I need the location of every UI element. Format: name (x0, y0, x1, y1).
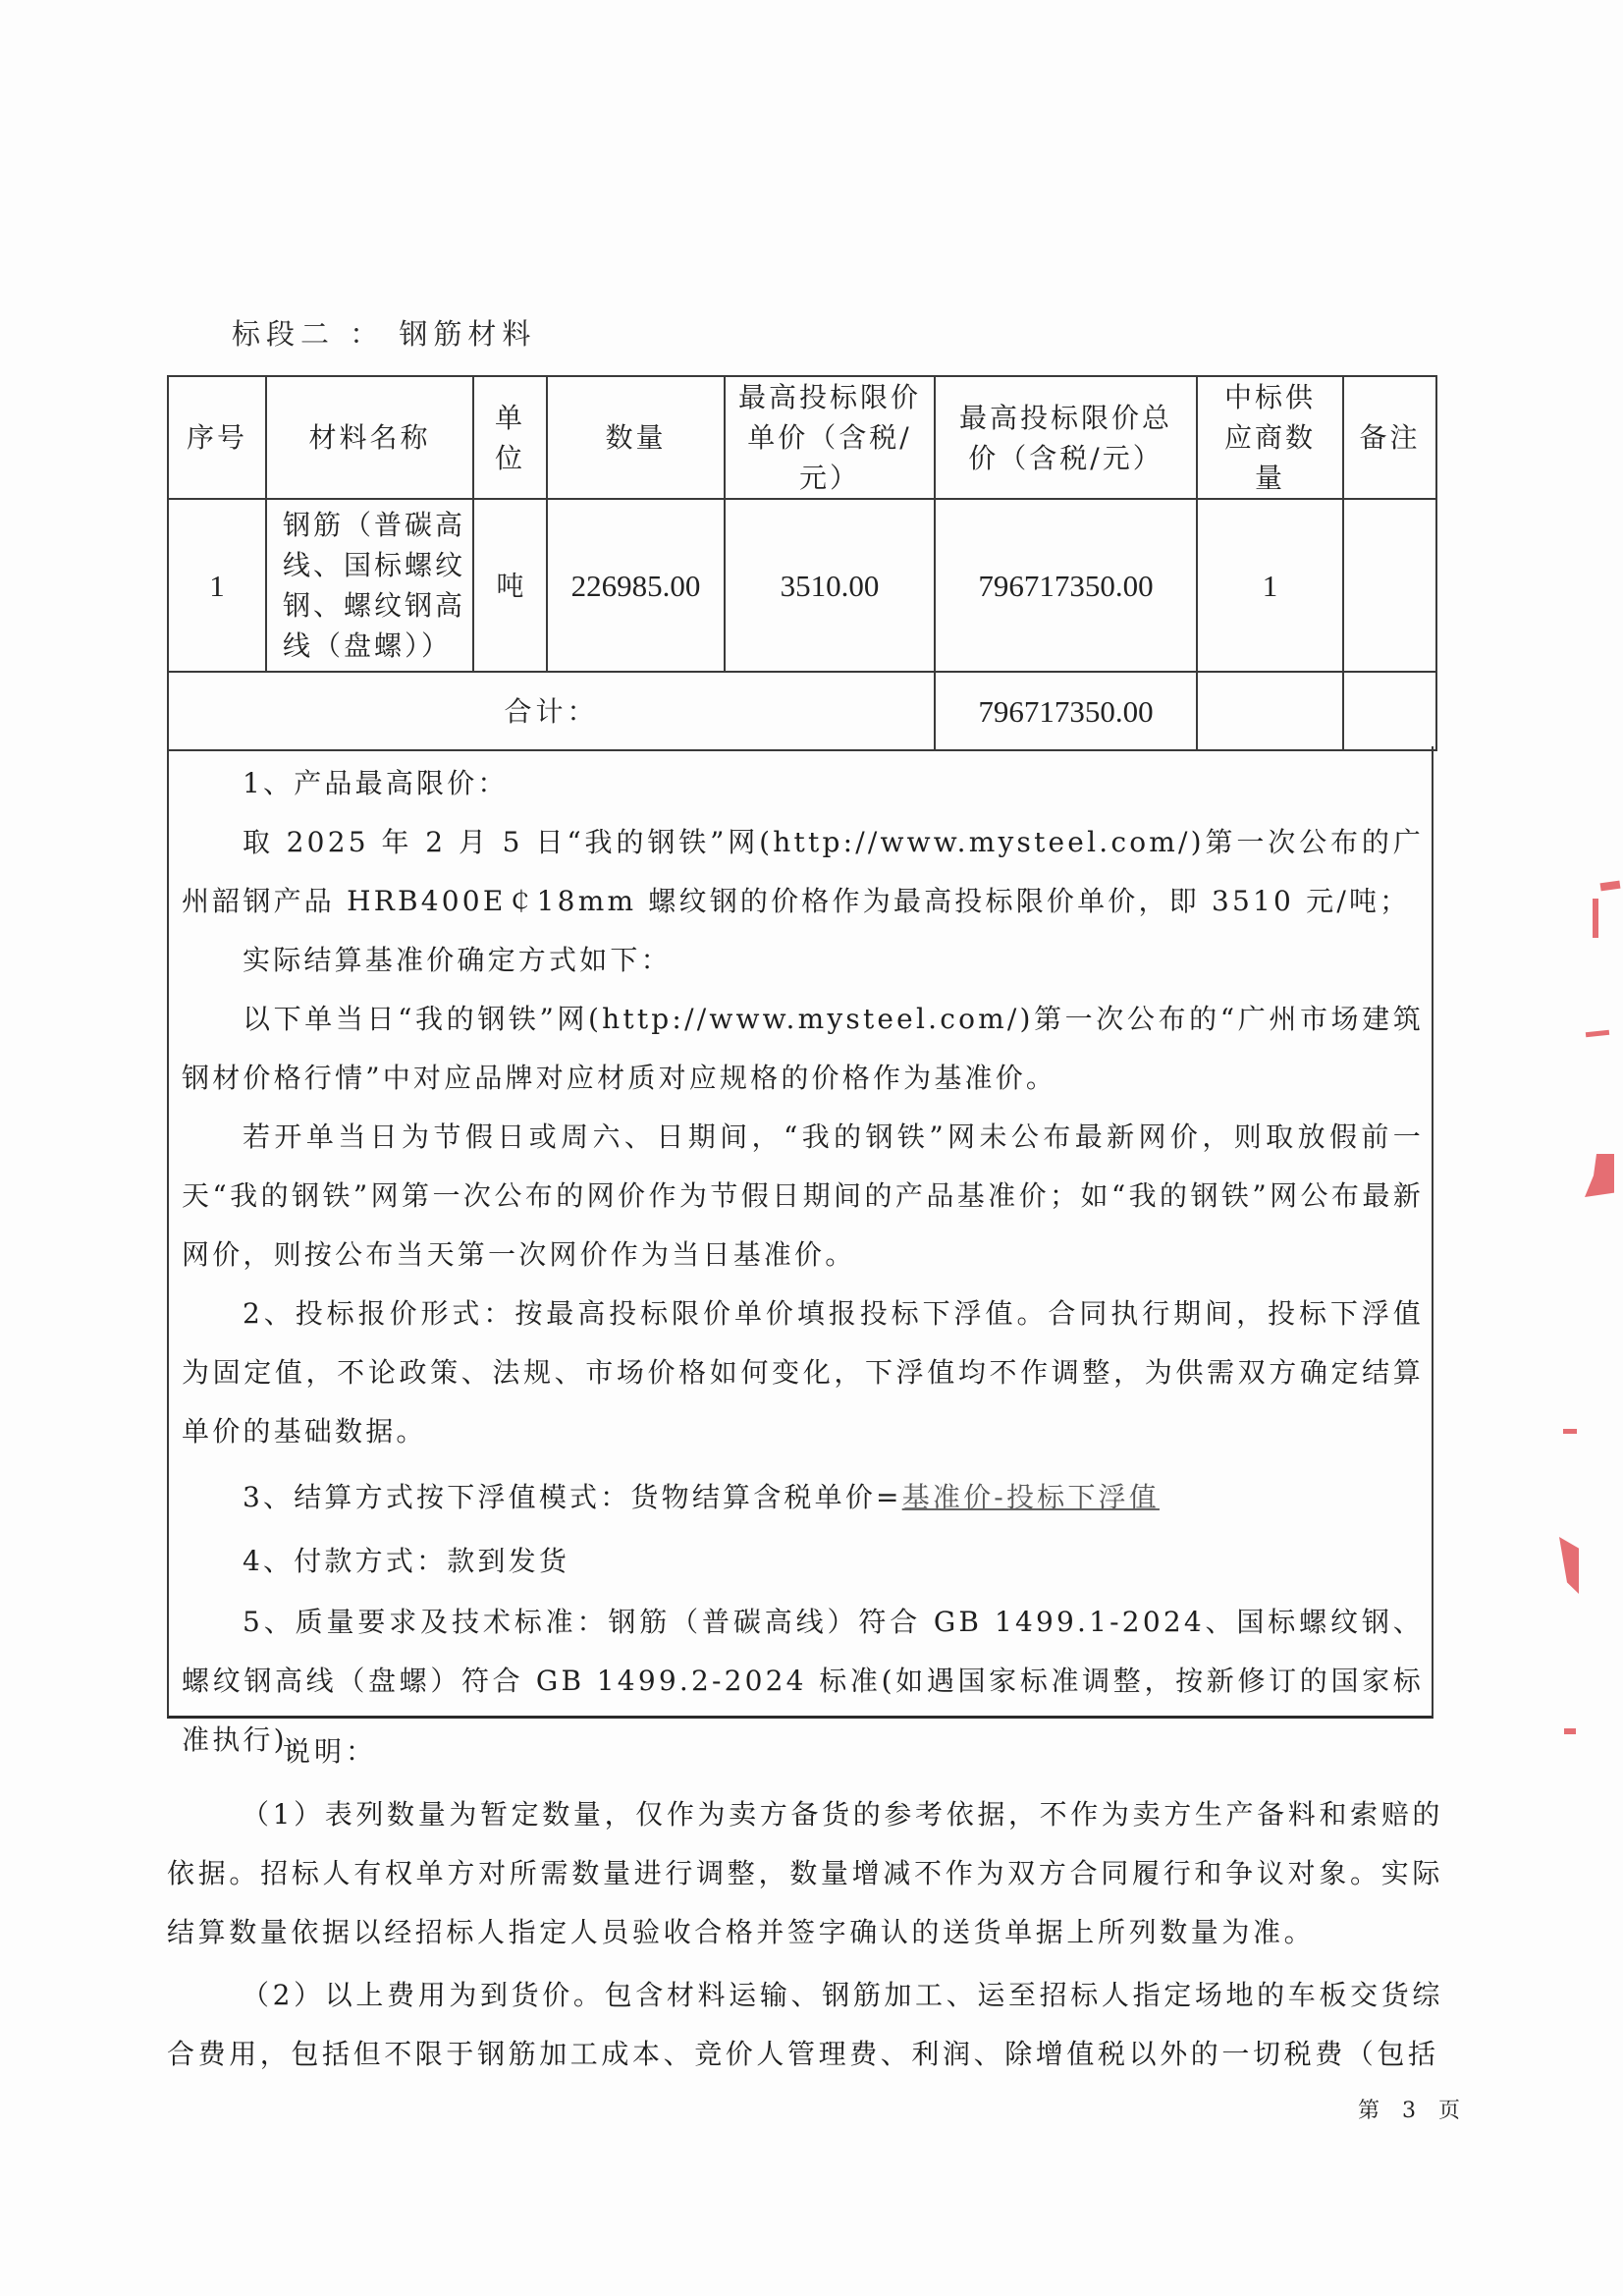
cell-quantity: 226985.00 (547, 499, 725, 672)
header-total-price: 最高投标限价总价（含税/元） (935, 376, 1197, 499)
seal-fragment-icon (1600, 881, 1621, 892)
term-3-prefix: 3、结算方式按下浮值模式：货物结算含税单价= (243, 1481, 902, 1513)
cell-unit: 吨 (473, 499, 547, 672)
term-2-bid-form: 2、投标报价形式：按最高投标限价单价填报投标下浮值。合同执行期间，投标下浮值为固定值，不论政策、法规、市场价格如何变化，下浮值均不作调整，为供需双方确定结算单价的基础数据。 (182, 1297, 1424, 1448)
header-unit-price: 最高投标限价单价（含税/元） (725, 376, 935, 499)
header-remark: 备注 (1343, 376, 1436, 499)
total-supplier-count (1197, 672, 1343, 750)
header-index: 序号 (168, 376, 266, 499)
cell-unit-price: 3510.00 (725, 499, 935, 672)
term-1-max-price: 取 2025 年 2 月 5 日“我的钢铁”网(http://www.mysteel.com/)第一次公布的广州韶钢产品 HRB400E￠18mm 螺纹钢的价格作为最高投标限价单价，即 3510 元/吨； (182, 826, 1424, 917)
page-number: 第 3 页 (1358, 2099, 1468, 2123)
seal-fragment-icon (1593, 899, 1598, 938)
header-quantity: 数量 (547, 376, 725, 499)
header-material-name: 材料名称 (266, 376, 473, 499)
term-1-settlement-heading: 实际结算基准价确定方式如下： (243, 944, 672, 976)
cell-supplier-count: 1 (1197, 499, 1343, 672)
cell-material-name: 钢筋（普碳高线、国标螺纹钢、螺纹钢高线（盘螺）） (266, 499, 473, 672)
table-row (168, 499, 1436, 672)
total-remark (1343, 672, 1436, 750)
table-header-row (168, 376, 1436, 499)
header-supplier-count: 中标供应商数量 (1197, 376, 1343, 499)
seal-fragment-icon (1586, 1030, 1609, 1037)
seal-fragment-icon (1585, 1154, 1614, 1197)
header-unit: 单位 (473, 376, 547, 499)
total-label: 合计： (168, 672, 935, 750)
table-total-row (168, 672, 1436, 750)
seal-fragment-icon (1563, 1429, 1577, 1434)
term-1-title: 1、产品最高限价： (243, 767, 509, 799)
note-2: （2）以上费用为到货价。包含材料运输、钢筋加工、运至招标人指定场地的车板交货综合费用，包括但不限于钢筋加工成本、竞价人管理费、利润、除增值税以外的一切税费（包括 (167, 1979, 1443, 2070)
seal-fragment-icon (1564, 1728, 1576, 1734)
note-1: （1）表列数量为暂定数量，仅作为卖方备货的参考依据，不作为卖方生产备料和索赔的依据。招标人有权单方对所需数量进行调整，数量增减不作为双方合同履行和争议对象。实际结算数量依据以经招标人指定人员验收合格并签字确认的送货单据上所列数量为准。 (167, 1798, 1443, 1948)
cell-total-price: 796717350.00 (935, 499, 1197, 672)
term-4-payment: 4、付款方式：款到发货 (243, 1545, 570, 1577)
seal-fragment-icon (1559, 1537, 1579, 1594)
notes-title: 说明： (283, 1735, 378, 1768)
cell-index: 1 (168, 499, 266, 672)
term-3-settlement (182, 1468, 1424, 1527)
term-3-formula: 基准价-投标下浮值 (901, 1481, 1160, 1513)
term-1-holiday-rule: 若开单当日为节假日或周六、日期间，“我的钢铁”网未公布最新网价，则取放假前一天“我的钢铁”网第一次公布的网价作为节假日期间的产品基准价；如“我的钢铁”网公布最新网价，则按公布当天第一次网价作为当日基准价。 (182, 1121, 1424, 1271)
materials-table (167, 375, 1437, 751)
cell-remark (1343, 499, 1436, 672)
section-title: 标段二 ： 钢筋材料 (232, 317, 537, 351)
term-1-base-price: 以下单当日“我的钢铁”网(http://www.mysteel.com/)第一次公布的“广州市场建筑钢材价格行情”中对应品牌对应材质对应规格的价格作为基准价。 (182, 1003, 1424, 1094)
term-5-quality: 5、质量要求及技术标准：钢筋（普碳高线）符合 GB 1499.1-2024、国标螺纹钢、螺纹钢高线（盘螺）符合 GB 1499.2-2024 标准(如遇国家标准调整，按新修订的国家标准执行)。 (182, 1606, 1424, 1756)
total-value: 796717350.00 (935, 672, 1197, 750)
